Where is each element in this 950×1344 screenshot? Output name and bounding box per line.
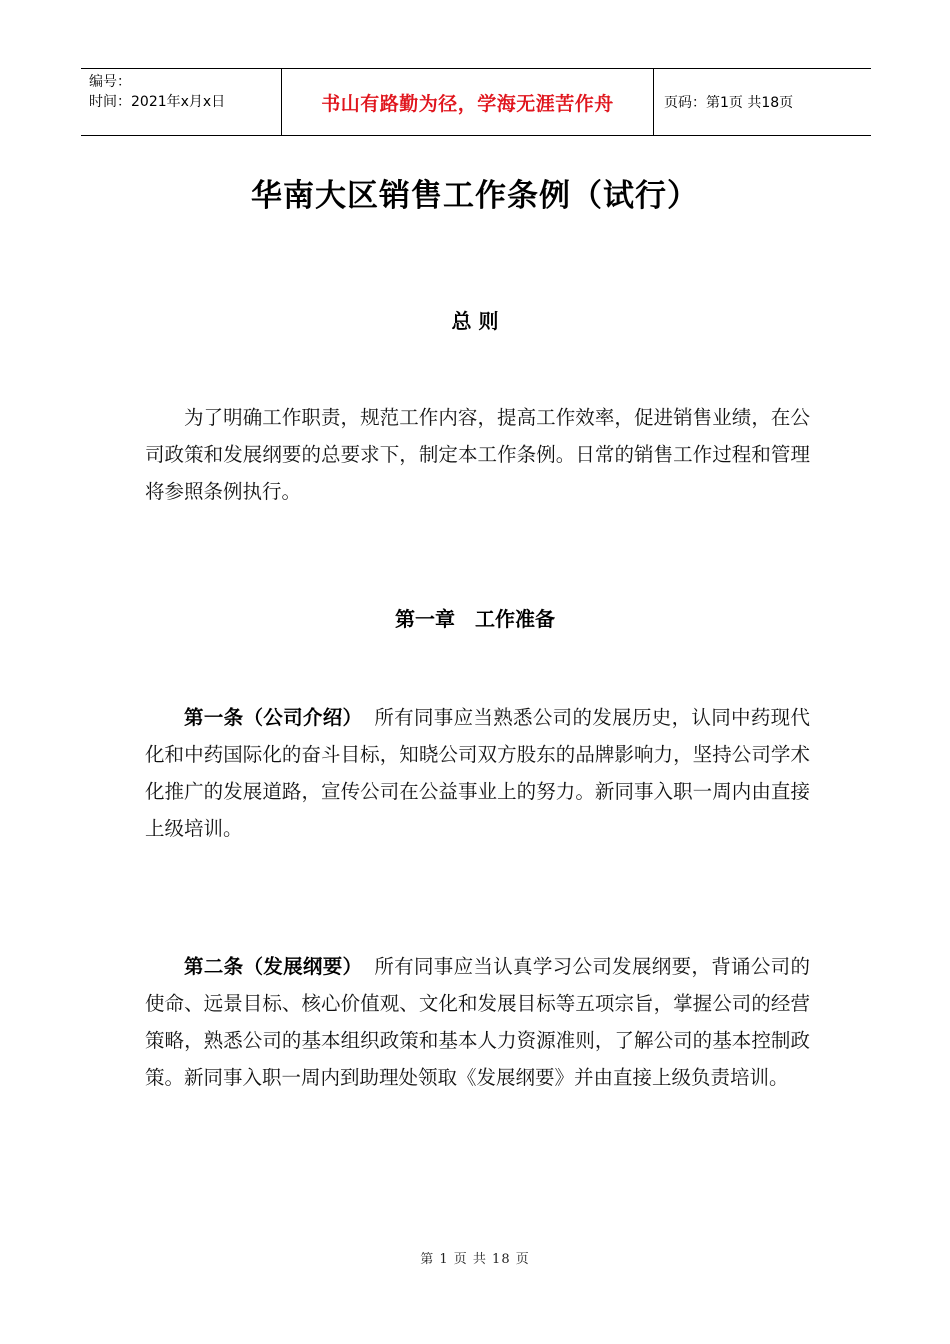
article-1-text: 所有同事应当熟悉公司的发展历史，认同中药现代化和中药国际化的奋斗目标，知晓公司双方股东的品牌影响力，坚持公司学术化推广的发展道路，宣传公司在公益事业上的努力。新同事入职一周内由直接上级培训。 [145, 706, 810, 840]
article-1-title: 第一条（公司介绍） [184, 706, 363, 729]
general-paragraph: 为了明确工作职责，规范工作内容，提高工作效率，促进销售业绩，在公司政策和发展纲要的总要求下，制定本工作条例。日常的销售工作过程和管理将参照条例执行。 [145, 406, 810, 503]
article-2-title: 第二条（发展纲要） [184, 955, 363, 978]
header-page-info: 页码：第1页 共18页 [664, 95, 794, 111]
chapter-1-heading: 第一章 工作准备 [395, 607, 555, 631]
general-heading: 总 则 [451, 309, 499, 333]
page-footer: 第 1 页 共 18 页 [420, 1252, 530, 1267]
article-2 [145, 948, 810, 1096]
header-motto: 书山有路勤为径，学海无涯苦作舟 [281, 69, 654, 135]
article-1 [145, 699, 810, 847]
document-header [81, 68, 871, 136]
header-meta [81, 69, 281, 135]
document-number-label: 编号： [89, 74, 131, 90]
document-date: 时间：2021年x月x日 [89, 94, 226, 110]
document-title: 华南大区销售工作条例（试行） [251, 178, 699, 214]
article-2-text: 所有同事应当认真学习公司发展纲要，背诵公司的使命、远景目标、核心价值观、文化和发展目标等五项宗旨，掌握公司的经营策略，熟悉公司的基本组织政策和基本人力资源准则，了解公司的基本控制政策。新同事入职一周内到助理处领取《发展纲要》并由直接上级负责培训。 [145, 955, 810, 1089]
